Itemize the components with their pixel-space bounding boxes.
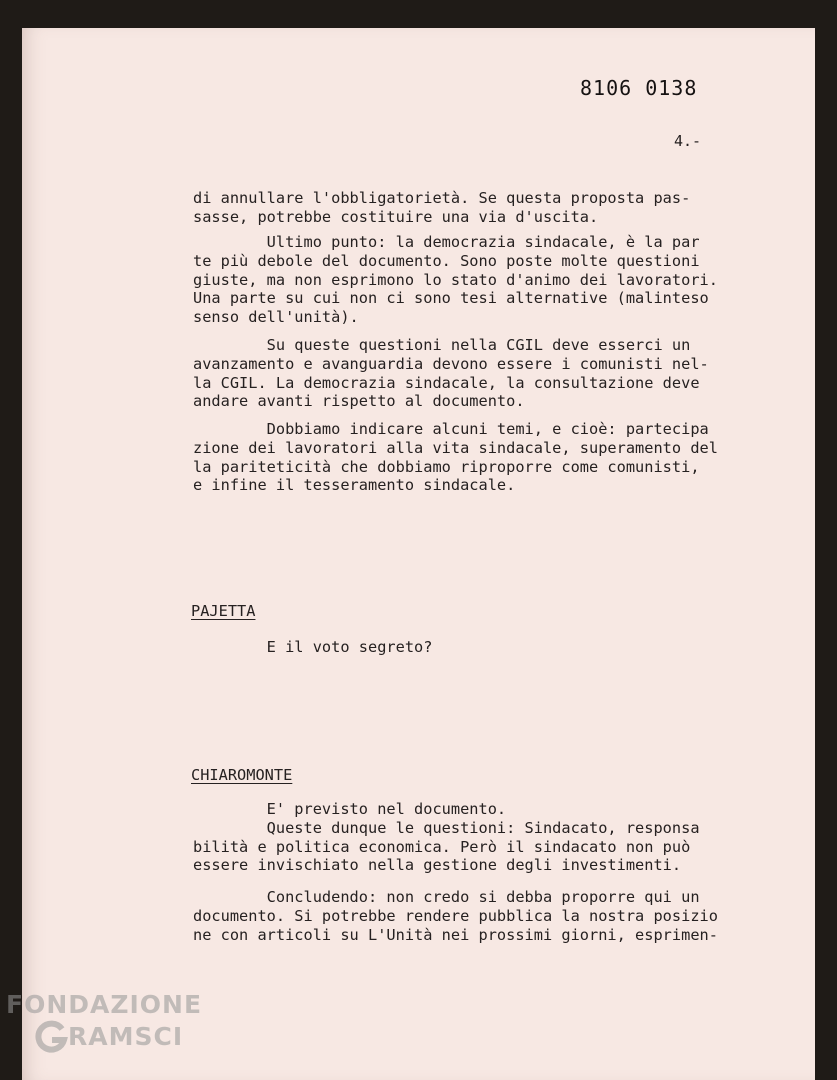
fondazione-gramsci-watermark — [6, 990, 216, 1070]
paragraph-questioni: E' previsto nel documento. Queste dunque le questioni: Sindacato, responsa bilità e politica economica. Però il sindacato non può essere invischiato nella gestione degli investimenti. — [193, 800, 700, 875]
paragraph-ultimo-punto: Ultimo punto: la democrazia sindacale, è la par te più debole del documento. Sono poste molte questioni giuste, ma non esprimono lo stato d'animo dei lavoratori. Una parte su cui non ci sono tesi alternative (malinteso senso dell'unità). — [193, 233, 718, 327]
paragraph-cgil: Su queste questioni nella CGIL deve esserci un avanzamento e avanguardia devono essere i comunisti nel- la CGIL. La democrazia sindacale, la consultazione deve andare avanti rispetto al documento. — [193, 336, 709, 411]
watermark-line-1: FONDAZIONE — [6, 990, 203, 1019]
paragraph-temi: Dobbiamo indicare alcuni temi, e cioè: partecipa zione dei lavoratori alla vita sindacale, superamento del la pariteticità che dobbiamo riproporre come comunisti, e infine il tesseramento sindacale. — [193, 420, 718, 495]
paragraph-voto-segreto: E il voto segreto? — [193, 638, 433, 656]
speaker-chiaromonte: CHIAROMONTE — [191, 766, 293, 784]
archive-number: 8106 0138 — [580, 76, 698, 100]
speaker-pajetta: PAJETTA — [191, 602, 256, 620]
watermark-line-2: RAMSCI — [68, 1022, 184, 1051]
page-number: 4.- — [674, 132, 702, 150]
paragraph-concludendo: Concludendo: non credo si debba proporre qui un documento. Si potrebbe rendere pubblica la nostra posizio ne con articoli su L'Unità nei prossimi giorni, esprimen- — [193, 888, 718, 944]
paragraph-obbligatorieta: di annullare l'obbligatorietà. Se questa proposta pas- sasse, potrebbe costituire una via d'uscita. — [193, 189, 691, 226]
gramsci-g-logo-icon — [34, 1020, 68, 1054]
typewritten-page — [22, 28, 815, 1080]
